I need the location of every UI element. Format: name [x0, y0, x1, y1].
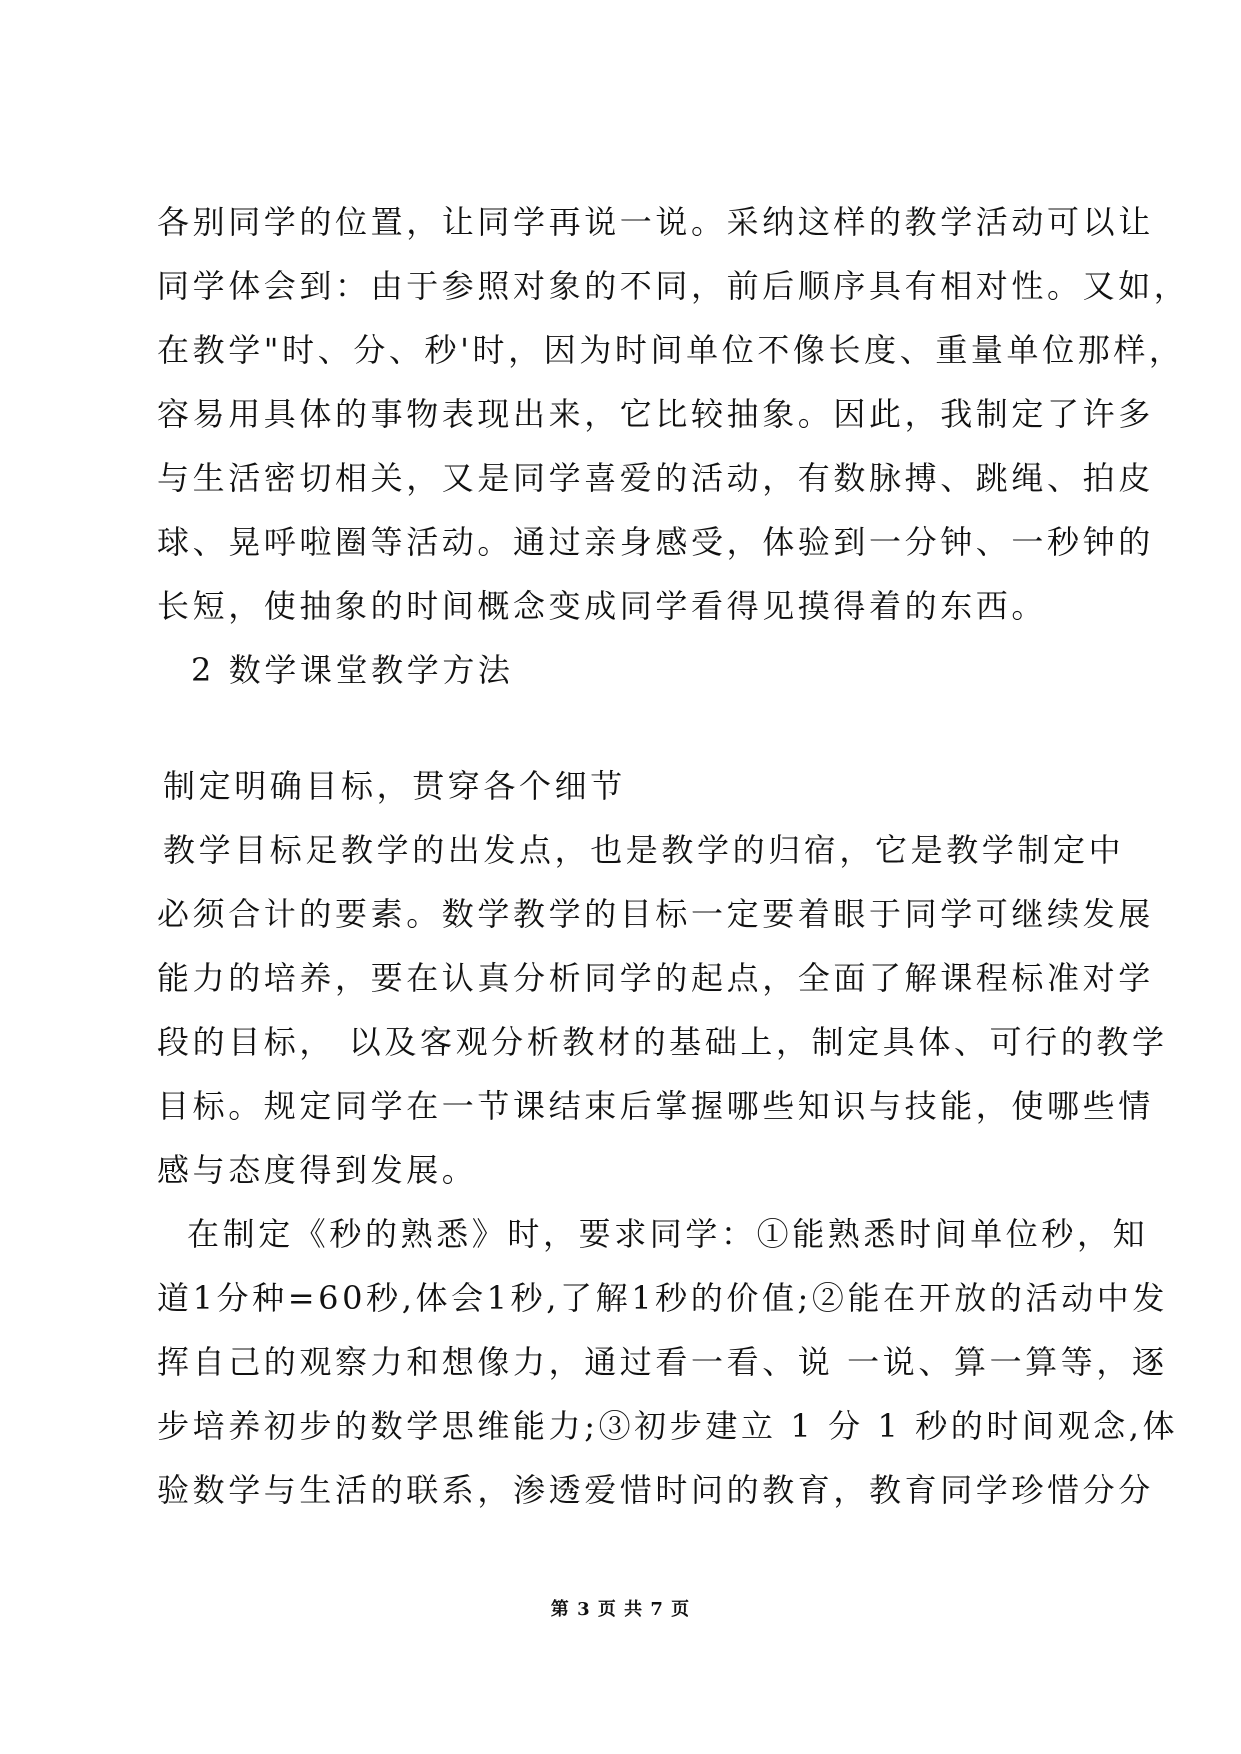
text-line: 同学体会到：由于参照对象的不同，前后顺序具有相对性。又如，	[157, 267, 1190, 305]
text-line: 挥自己的观察力和想像力，通过看一看、说 一说、算一算等，逐	[157, 1343, 1168, 1381]
text-line: 能力的培养，要在认真分析同学的起点，全面了解课程标准对学	[157, 959, 1154, 997]
text-line: 长短，使抽象的时间概念变成同学看得见摸得着的东西。	[157, 587, 1048, 625]
paragraph-3	[157, 1202, 1179, 1522]
text-line: 在制定《秒的熟悉》时，要求同学：①能熟悉时间单位秒，知	[187, 1215, 1149, 1253]
paragraph-2	[157, 818, 1168, 1202]
spacer	[157, 702, 1092, 754]
text-line: 各别同学的位置，让同学再说一说。采纳这样的教学活动可以让	[157, 203, 1154, 241]
text-line: 容易用具体的事物表现出来，它比较抽象。因此，我制定了许多	[157, 395, 1154, 433]
text-line: 道1分种=60秒,体会1秒,了解1秒的价值;②能在开放的活动中发	[157, 1279, 1168, 1317]
text-line: 球、晃呼啦圈等活动。通过亲身感受，体验到一分钟、一秒钟的	[157, 523, 1154, 561]
text-line: 教学目标足教学的出发点，也是教学的归宿，它是教学制定中	[163, 831, 1125, 869]
text-line: 段的目标， 以及客观分析教材的基础上，制定具体、可行的教学	[157, 1023, 1168, 1061]
text-line: 与生活密切相关，又是同学喜爱的活动，有数脉搏、跳绳、拍皮	[157, 459, 1154, 497]
page-number: 第 3 页 共 7 页	[550, 1599, 691, 1620]
section-heading: 2 数学课堂教学方法	[191, 651, 514, 689]
paragraph-1	[157, 190, 1190, 638]
text-line: 目标。规定同学在一节课结束后掌握哪些知识与技能，使哪些情	[157, 1087, 1154, 1125]
text-line: 步培养初步的数学思维能力;③初步建立 1 分 1 秒的时间观念,体	[157, 1407, 1179, 1445]
text-line: 必须合计的要素。数学教学的目标一定要着眼于同学可继续发展	[157, 895, 1154, 933]
text-line: 验数学与生活的联系，渗透爱惜时问的教育，教育同学珍惜分分	[157, 1471, 1154, 1509]
text-line: 感与态度得到发展。	[157, 1151, 478, 1189]
document-body	[157, 190, 1190, 1522]
subheading: 制定明确目标，贯穿各个细节	[163, 767, 626, 805]
text-line: 在教学"时、分、秒'时，因为时间单位不像长度、重量单位那样，	[157, 331, 1185, 369]
